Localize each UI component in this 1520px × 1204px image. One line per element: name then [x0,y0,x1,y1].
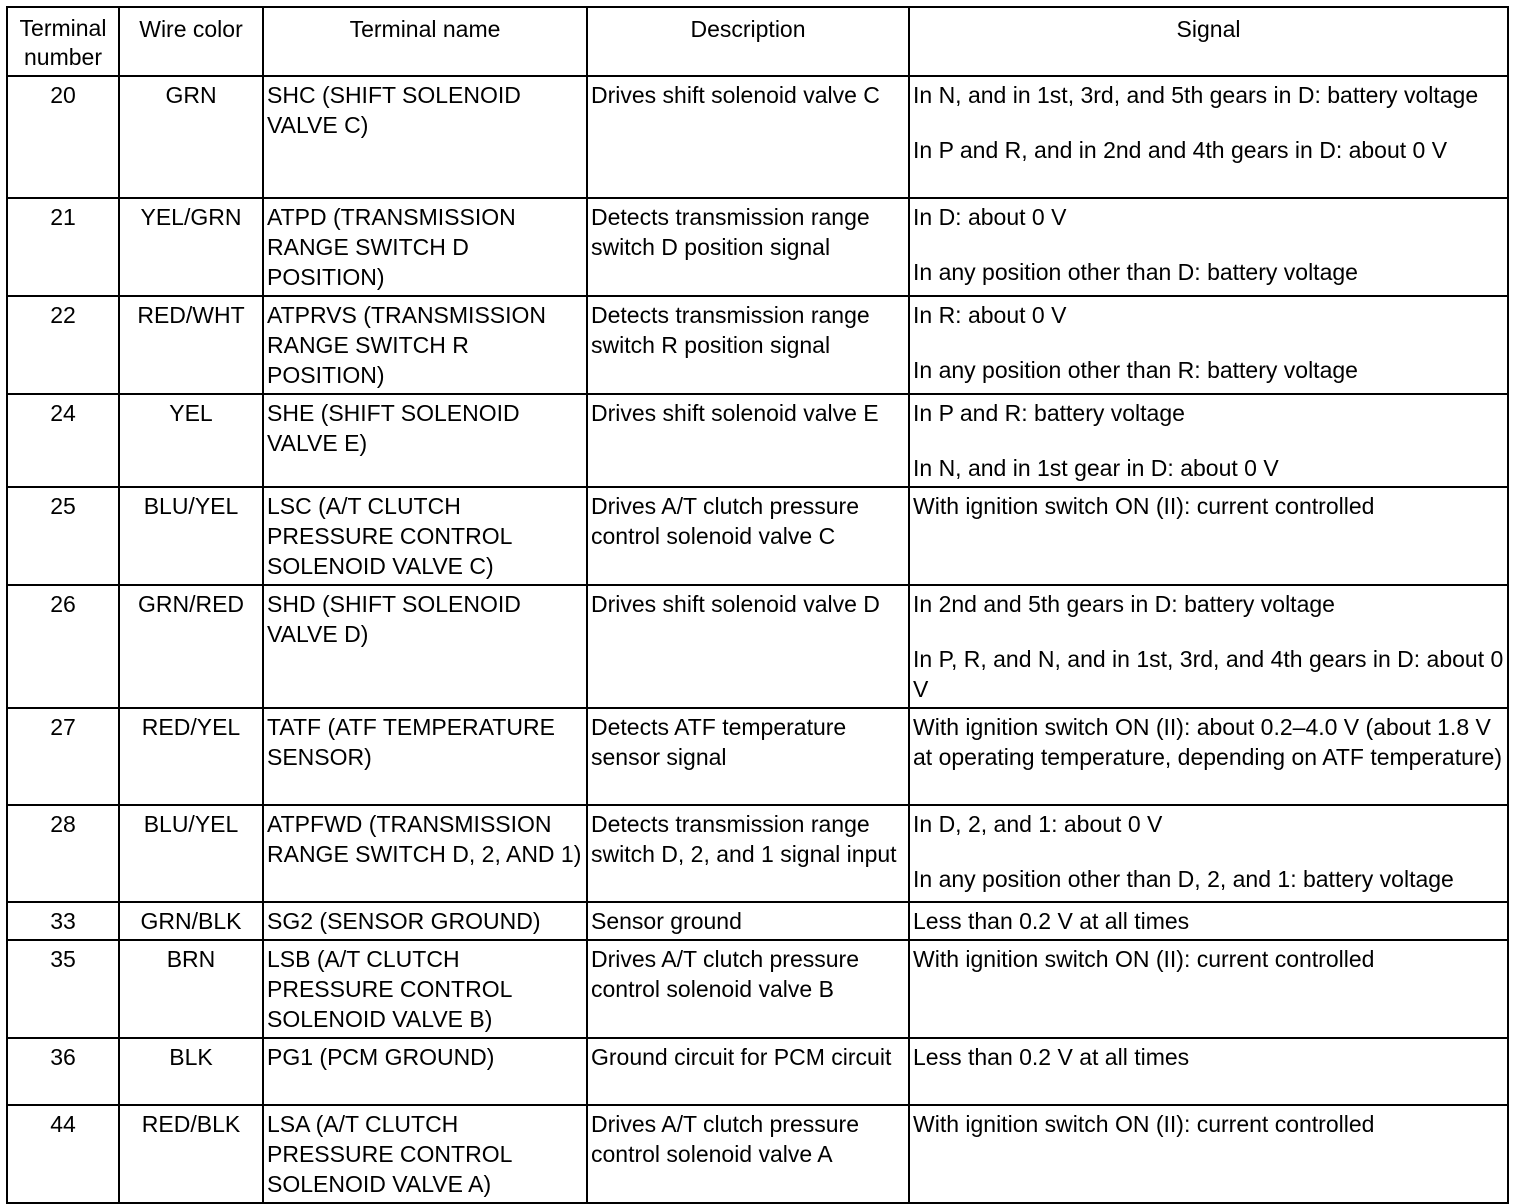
signal-line: In P, R, and N, and in 1st, 3rd, and 4th gears in D: about 0 V [913,646,1504,702]
header-description: Description [587,7,909,76]
signal-line: In P and R: battery voltage [913,400,1185,426]
table-row [7,805,1508,902]
signal-line: In R: about 0 V [913,302,1067,328]
description-cell: Drives A/T clutch pressure control solenoid valve C [587,487,909,585]
table-row [7,1105,1508,1203]
description-cell: Drives shift solenoid valve C [587,76,909,198]
wire-color-cell: GRN [119,76,263,198]
signal-cell [909,940,1508,1038]
signal-line: With ignition switch ON (II): current controlled [913,1111,1375,1137]
terminal-name-cell: TATF (ATF TEMPERATURE SENSOR) [263,708,587,805]
table-row [7,708,1508,805]
terminal-number-cell: 25 [7,487,119,585]
table-body [7,76,1508,1203]
table-row [7,585,1508,708]
header-terminal-number-line2: number [24,44,102,70]
signal-line: In D: about 0 V [913,204,1067,230]
signal-line: In P and R, and in 2nd and 4th gears in D: about 0 V [913,137,1448,163]
signal-cell [909,585,1508,708]
terminal-number-cell: 35 [7,940,119,1038]
signal-line: With ignition switch ON (II): current controlled [913,946,1375,972]
terminal-name-cell: ATPRVS (TRANSMISSION RANGE SWITCH R POSITION) [263,296,587,394]
header-terminal-number [7,7,119,76]
terminal-name-cell: ATPFWD (TRANSMISSION RANGE SWITCH D, 2, AND 1) [263,805,587,902]
terminal-name-cell: ATPD (TRANSMISSION RANGE SWITCH D POSITION) [263,198,587,296]
signal-cell [909,902,1508,940]
signal-line: In 2nd and 5th gears in D: battery voltage [913,591,1335,617]
signal-line: Less than 0.2 V at all times [913,908,1190,934]
terminal-number-cell: 20 [7,76,119,198]
table-row [7,487,1508,585]
signal-cell [909,1038,1508,1105]
header-row [7,7,1508,76]
header-wire-color: Wire color [119,7,263,76]
wire-color-cell: BLU/YEL [119,805,263,902]
description-cell: Sensor ground [587,902,909,940]
description-cell: Detects transmission range switch D position signal [587,198,909,296]
signal-line: In any position other than D, 2, and 1: battery voltage [913,866,1454,892]
description-cell: Drives shift solenoid valve E [587,394,909,487]
signal-line: In N, and in 1st, 3rd, and 5th gears in D: battery voltage [913,82,1479,108]
header-signal: Signal [909,7,1508,76]
terminal-number-cell: 22 [7,296,119,394]
terminal-name-cell: SHD (SHIFT SOLENOID VALVE D) [263,585,587,708]
signal-cell [909,76,1508,198]
wire-color-cell: BLU/YEL [119,487,263,585]
signal-cell [909,198,1508,296]
description-cell: Detects ATF temperature sensor signal [587,708,909,805]
description-cell: Drives A/T clutch pressure control solenoid valve A [587,1105,909,1203]
terminal-number-cell: 44 [7,1105,119,1203]
table-row [7,940,1508,1038]
signal-line: In D, 2, and 1: about 0 V [913,811,1163,837]
signal-cell [909,296,1508,394]
description-cell: Detects transmission range switch D, 2, and 1 signal input [587,805,909,902]
wire-color-cell: RED/YEL [119,708,263,805]
terminal-name-cell: LSC (A/T CLUTCH PRESSURE CONTROL SOLENOID VALVE C) [263,487,587,585]
signal-cell [909,487,1508,585]
description-cell: Drives A/T clutch pressure control solenoid valve B [587,940,909,1038]
description-cell: Ground circuit for PCM circuit [587,1038,909,1105]
signal-line: With ignition switch ON (II): about 0.2–4.0 V (about 1.8 V at operating temperature, depending on ATF temperature) [913,714,1502,770]
table-header [7,7,1508,76]
wire-color-cell: RED/WHT [119,296,263,394]
wire-color-cell: BRN [119,940,263,1038]
terminal-name-cell: SHE (SHIFT SOLENOID VALVE E) [263,394,587,487]
terminal-number-cell: 27 [7,708,119,805]
terminal-number-cell: 24 [7,394,119,487]
terminal-name-cell: LSA (A/T CLUTCH PRESSURE CONTROL SOLENOID VALVE A) [263,1105,587,1203]
signal-line: In any position other than R: battery voltage [913,357,1358,383]
terminal-table [6,6,1509,1204]
terminal-name-cell: SG2 (SENSOR GROUND) [263,902,587,940]
description-cell: Drives shift solenoid valve D [587,585,909,708]
terminal-number-cell: 33 [7,902,119,940]
table-row [7,76,1508,198]
terminal-name-cell: SHC (SHIFT SOLENOID VALVE C) [263,76,587,198]
table-row [7,198,1508,296]
signal-line: With ignition switch ON (II): current controlled [913,493,1375,519]
wire-color-cell: YEL/GRN [119,198,263,296]
wire-color-cell: GRN/BLK [119,902,263,940]
terminal-name-cell: LSB (A/T CLUTCH PRESSURE CONTROL SOLENOID VALVE B) [263,940,587,1038]
wire-color-cell: RED/BLK [119,1105,263,1203]
signal-cell [909,805,1508,902]
wire-color-cell: BLK [119,1038,263,1105]
header-terminal-number-line1: Terminal [19,15,107,41]
signal-cell [909,708,1508,805]
terminal-number-cell: 26 [7,585,119,708]
signal-line: Less than 0.2 V at all times [913,1044,1190,1070]
terminal-number-cell: 28 [7,805,119,902]
terminal-name-cell: PG1 (PCM GROUND) [263,1038,587,1105]
signal-cell [909,394,1508,487]
signal-line: In N, and in 1st gear in D: about 0 V [913,455,1279,481]
signal-cell [909,1105,1508,1203]
wire-color-cell: YEL [119,394,263,487]
table-row [7,394,1508,487]
description-cell: Detects transmission range switch R position signal [587,296,909,394]
signal-line: In any position other than D: battery voltage [913,259,1358,285]
terminal-number-cell: 21 [7,198,119,296]
wire-color-cell: GRN/RED [119,585,263,708]
table-row [7,296,1508,394]
table-row [7,902,1508,940]
table-row [7,1038,1508,1105]
terminal-number-cell: 36 [7,1038,119,1105]
header-terminal-name: Terminal name [263,7,587,76]
